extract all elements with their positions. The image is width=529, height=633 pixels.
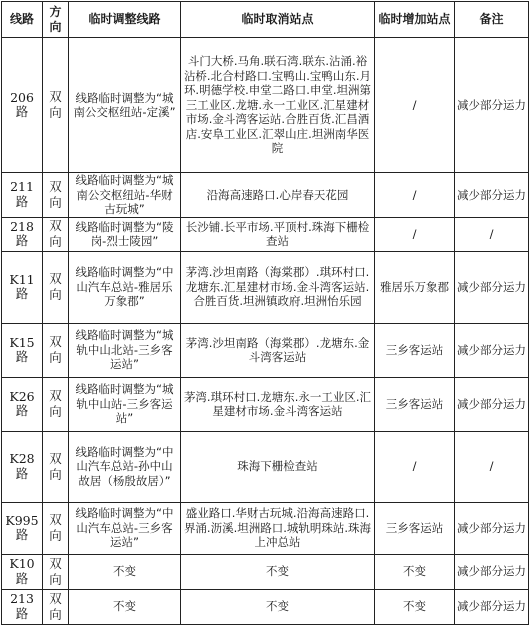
adjusted-line-cell: 线路临时调整为“城轨中山站-三乡客运站” xyxy=(69,377,181,431)
table-row xyxy=(2,589,529,624)
table-row xyxy=(2,251,529,323)
added-stops-cell: 三乡客运站 xyxy=(375,323,455,377)
direction-cell: 双向 xyxy=(43,377,69,431)
route-cell: 211路 xyxy=(2,173,43,218)
cancelled-stops-cell: 茅湾.沙坦南路（海棠郡）.琪环村口.龙塘东.汇星建材市场.金斗湾客运站.合胜百货.坦洲镇政府.坦洲怡乐园 xyxy=(181,251,375,323)
direction-cell: 双向 xyxy=(43,173,69,218)
note-cell: 减少部分运力 xyxy=(455,554,529,589)
note-cell: 减少部分运力 xyxy=(455,502,529,554)
adjusted-line-cell: 线路临时调整为“中山汽车总站-雅居乐万象郡” xyxy=(69,251,181,323)
cancelled-stops-cell: 沿海高速路口.心岸春天花园 xyxy=(181,173,375,218)
header-note: 备注 xyxy=(455,2,529,38)
route-cell: K10路 xyxy=(2,554,43,589)
added-stops-cell: / xyxy=(375,173,455,218)
cancelled-stops-cell: 不变 xyxy=(181,589,375,624)
cancelled-stops-cell: 不变 xyxy=(181,554,375,589)
note-cell: / xyxy=(455,431,529,502)
direction-cell: 双向 xyxy=(43,323,69,377)
note-cell: 减少部分运力 xyxy=(455,589,529,624)
route-cell: K26路 xyxy=(2,377,43,431)
added-stops-cell: / xyxy=(375,38,455,173)
route-cell: 213路 xyxy=(2,589,43,624)
route-adjustment-table xyxy=(1,1,529,625)
cancelled-stops-cell: 茅湾.沙坦南路（海棠郡）.龙塘东.金斗湾客运站 xyxy=(181,323,375,377)
direction-cell: 双向 xyxy=(43,554,69,589)
table-row xyxy=(2,323,529,377)
table-row xyxy=(2,502,529,554)
route-cell: 206路 xyxy=(2,38,43,173)
header-route: 线路 xyxy=(2,2,43,38)
header-direction: 方向 xyxy=(43,2,69,38)
direction-cell: 双向 xyxy=(43,431,69,502)
table-row xyxy=(2,431,529,502)
note-cell: 减少部分运力 xyxy=(455,173,529,218)
header-row xyxy=(2,2,529,38)
note-cell: 减少部分运力 xyxy=(455,377,529,431)
table-row xyxy=(2,38,529,173)
table-row xyxy=(2,217,529,251)
header-added-stops: 临时增加站点 xyxy=(375,2,455,38)
added-stops-cell: 不变 xyxy=(375,589,455,624)
added-stops-cell: / xyxy=(375,217,455,251)
table-row xyxy=(2,173,529,218)
adjusted-line-cell: 线路临时调整为“城南公交枢纽站-定溪” xyxy=(69,38,181,173)
route-cell: K15路 xyxy=(2,323,43,377)
header-cancelled-stops: 临时取消站点 xyxy=(181,2,375,38)
cancelled-stops-cell: 珠海下栅检查站 xyxy=(181,431,375,502)
added-stops-cell: 三乡客运站 xyxy=(375,377,455,431)
route-cell: 218路 xyxy=(2,217,43,251)
direction-cell: 双向 xyxy=(43,502,69,554)
route-cell: K11路 xyxy=(2,251,43,323)
route-cell: K28路 xyxy=(2,431,43,502)
adjusted-line-cell: 不变 xyxy=(69,554,181,589)
adjusted-line-cell: 线路临时调整为“城轨中山北站-三乡客运站” xyxy=(69,323,181,377)
cancelled-stops-cell: 斗门大桥.马角.联石湾.联东.沾涌.裕沾桥.北合村路口.宝鸭山.宝鸭山东.月环.明德学校.申堂二路口.申堂.坦洲第三工业区.龙塘.永一工业区.汇星建材市场.金斗湾客运站.合胜百货.汇昌酒店.安阜工业区.汇翠山庄.坦洲南华医院 xyxy=(181,38,375,173)
added-stops-cell: / xyxy=(375,431,455,502)
added-stops-cell: 雅居乐万象郡 xyxy=(375,251,455,323)
adjusted-line-cell: 线路临时调整为“中山汽车总站-三乡客运站” xyxy=(69,502,181,554)
note-cell: 减少部分运力 xyxy=(455,323,529,377)
adjusted-line-cell: 线路临时调整为“陵岗-烈士陵园” xyxy=(69,217,181,251)
direction-cell: 双向 xyxy=(43,38,69,173)
header-adjusted-line: 临时调整线路 xyxy=(69,2,181,38)
cancelled-stops-cell: 长沙铺.长平市场.平顶村.珠海下栅检查站 xyxy=(181,217,375,251)
route-cell: K995路 xyxy=(2,502,43,554)
direction-cell: 双向 xyxy=(43,589,69,624)
table-row xyxy=(2,377,529,431)
note-cell: 减少部分运力 xyxy=(455,251,529,323)
added-stops-cell: 不变 xyxy=(375,554,455,589)
table-row xyxy=(2,554,529,589)
adjusted-line-cell: 线路临时调整为“城南公交枢纽站-华财古玩城” xyxy=(69,173,181,218)
adjusted-line-cell: 不变 xyxy=(69,589,181,624)
note-cell: / xyxy=(455,217,529,251)
cancelled-stops-cell: 盛业路口.华财古玩城.沿海高速路口.界涌.沥溪.坦洲路口.城轨明珠站.珠海上冲总站 xyxy=(181,502,375,554)
note-cell: 减少部分运力 xyxy=(455,38,529,173)
added-stops-cell: 三乡客运站 xyxy=(375,502,455,554)
direction-cell: 双向 xyxy=(43,251,69,323)
cancelled-stops-cell: 茅湾.琪环村口.龙塘东.永一工业区.汇星建材市场.金斗湾客运站 xyxy=(181,377,375,431)
adjusted-line-cell: 线路临时调整为“中山汽车总站-孙中山故居（杨殷故居）” xyxy=(69,431,181,502)
direction-cell: 双向 xyxy=(43,217,69,251)
